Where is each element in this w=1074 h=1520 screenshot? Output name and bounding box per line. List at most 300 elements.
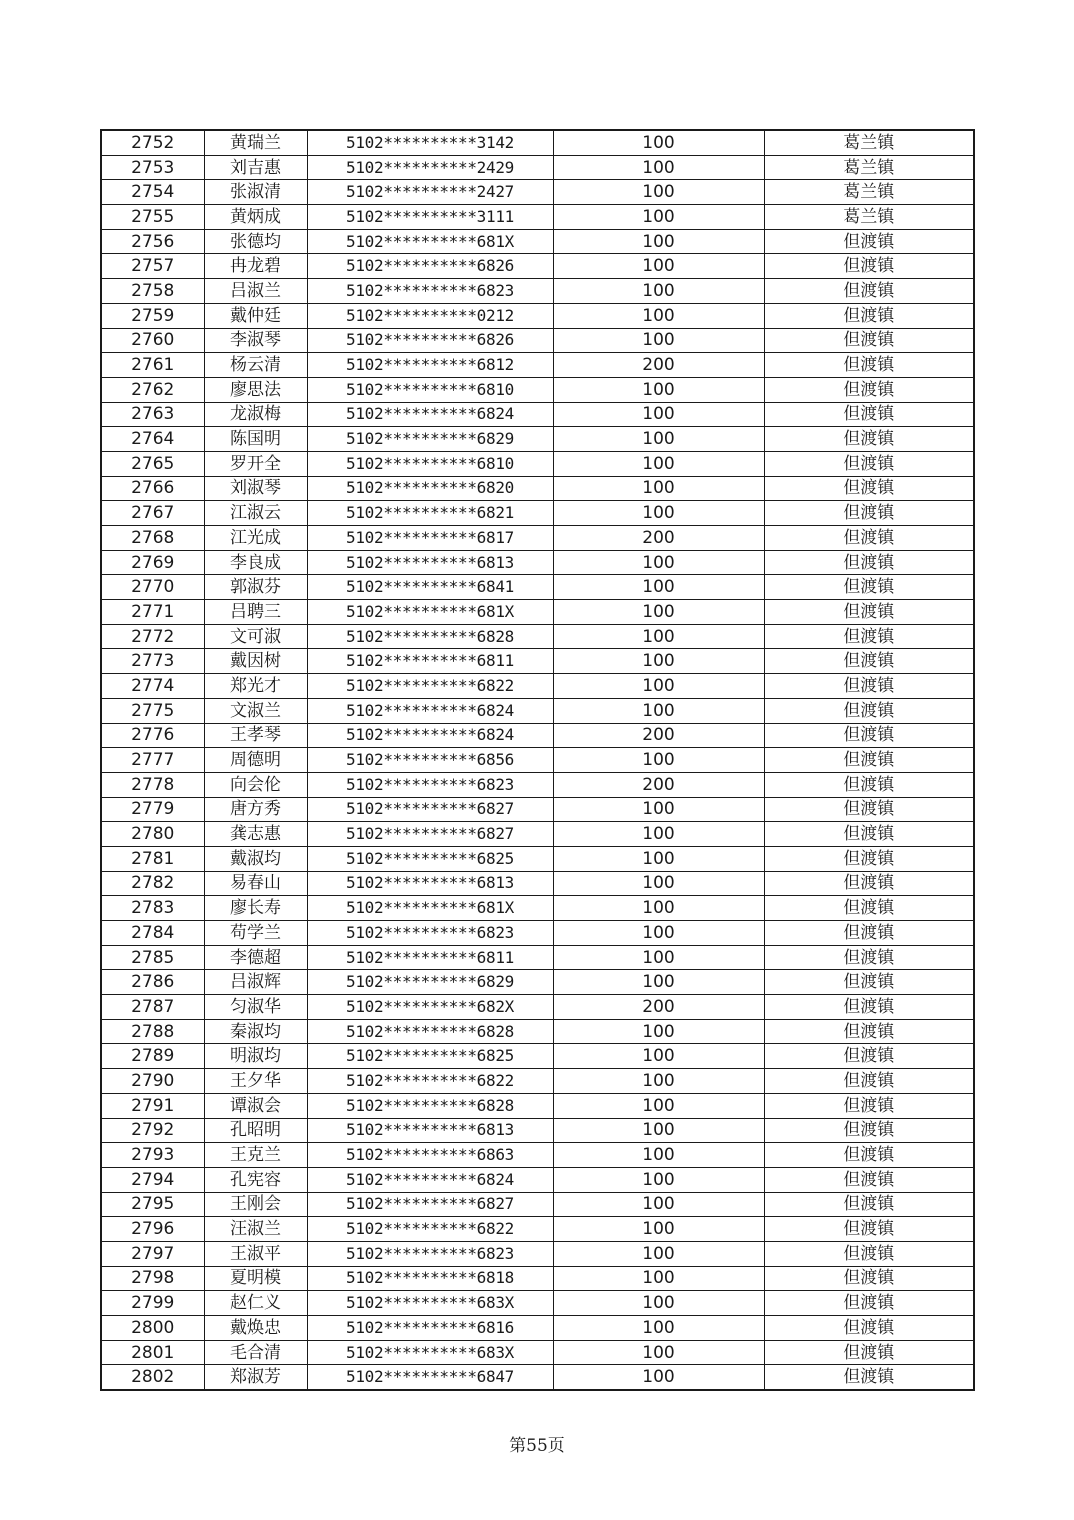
id-number-cell: 5102**********6828 <box>307 1093 553 1118</box>
table-row <box>101 303 974 328</box>
id-number-cell: 5102**********6820 <box>307 476 553 501</box>
id-number-cell: 5102**********3142 <box>307 130 553 155</box>
serial-cell: 2797 <box>101 1241 204 1266</box>
name-cell: 王刚会 <box>204 1192 307 1217</box>
id-number-cell: 5102**********682X <box>307 995 553 1020</box>
town-cell: 但渡镇 <box>764 649 974 674</box>
town-cell: 但渡镇 <box>764 575 974 600</box>
table-row <box>101 748 974 773</box>
amount-cell: 100 <box>553 797 764 822</box>
name-cell: 戴仲廷 <box>204 303 307 328</box>
serial-cell: 2785 <box>101 945 204 970</box>
table-row <box>101 772 974 797</box>
table-row <box>101 476 974 501</box>
id-number-cell: 5102**********6829 <box>307 427 553 452</box>
town-cell: 但渡镇 <box>764 1118 974 1143</box>
amount-cell: 100 <box>553 1143 764 1168</box>
town-cell: 但渡镇 <box>764 674 974 699</box>
serial-cell: 2773 <box>101 649 204 674</box>
amount-cell: 100 <box>553 451 764 476</box>
serial-cell: 2794 <box>101 1167 204 1192</box>
name-cell: 郑淑芳 <box>204 1365 307 1390</box>
town-cell: 但渡镇 <box>764 1217 974 1242</box>
name-cell: 秦淑均 <box>204 1019 307 1044</box>
amount-cell: 100 <box>553 846 764 871</box>
amount-cell: 100 <box>553 1192 764 1217</box>
amount-cell: 100 <box>553 155 764 180</box>
town-cell: 但渡镇 <box>764 846 974 871</box>
town-cell: 但渡镇 <box>764 1365 974 1390</box>
amount-cell: 100 <box>553 624 764 649</box>
table-row <box>101 921 974 946</box>
table-row <box>101 402 974 427</box>
name-cell: 谭淑会 <box>204 1093 307 1118</box>
serial-cell: 2770 <box>101 575 204 600</box>
id-number-cell: 5102**********6824 <box>307 698 553 723</box>
id-number-cell: 5102**********6812 <box>307 353 553 378</box>
table-row <box>101 1316 974 1341</box>
town-cell: 但渡镇 <box>764 1340 974 1365</box>
name-cell: 冉龙碧 <box>204 254 307 279</box>
serial-cell: 2763 <box>101 402 204 427</box>
amount-cell: 100 <box>553 205 764 230</box>
name-cell: 李淑琴 <box>204 328 307 353</box>
name-cell: 戴因树 <box>204 649 307 674</box>
town-cell: 但渡镇 <box>764 254 974 279</box>
table-row <box>101 1340 974 1365</box>
name-cell: 王孝琴 <box>204 723 307 748</box>
serial-cell: 2802 <box>101 1365 204 1390</box>
id-number-cell: 5102**********6816 <box>307 1316 553 1341</box>
id-number-cell: 5102**********683X <box>307 1340 553 1365</box>
amount-cell: 100 <box>553 896 764 921</box>
table-row <box>101 1143 974 1168</box>
name-cell: 李良成 <box>204 550 307 575</box>
id-number-cell: 5102**********6824 <box>307 1167 553 1192</box>
town-cell: 但渡镇 <box>764 921 974 946</box>
table-row <box>101 674 974 699</box>
table-row <box>101 279 974 304</box>
town-cell: 但渡镇 <box>764 402 974 427</box>
name-cell: 戴淑均 <box>204 846 307 871</box>
amount-cell: 100 <box>553 748 764 773</box>
id-number-cell: 5102**********6822 <box>307 1217 553 1242</box>
table-row <box>101 377 974 402</box>
table-row <box>101 945 974 970</box>
id-number-cell: 5102**********6841 <box>307 575 553 600</box>
name-cell: 刘吉惠 <box>204 155 307 180</box>
id-number-cell: 5102**********6822 <box>307 674 553 699</box>
table-row <box>101 896 974 921</box>
data-table <box>100 129 975 1391</box>
town-cell: 但渡镇 <box>764 1093 974 1118</box>
name-cell: 文可淑 <box>204 624 307 649</box>
table-row <box>101 698 974 723</box>
serial-cell: 2775 <box>101 698 204 723</box>
id-number-cell: 5102**********6823 <box>307 279 553 304</box>
town-cell: 但渡镇 <box>764 279 974 304</box>
amount-cell: 100 <box>553 822 764 847</box>
name-cell: 王淑平 <box>204 1241 307 1266</box>
id-number-cell: 5102**********6863 <box>307 1143 553 1168</box>
table-row <box>101 130 974 155</box>
town-cell: 但渡镇 <box>764 1266 974 1291</box>
town-cell: 但渡镇 <box>764 1316 974 1341</box>
id-number-cell: 5102**********6828 <box>307 1019 553 1044</box>
name-cell: 张淑清 <box>204 180 307 205</box>
serial-cell: 2765 <box>101 451 204 476</box>
table-row <box>101 526 974 551</box>
id-number-cell: 5102**********6827 <box>307 822 553 847</box>
town-cell: 葛兰镇 <box>764 180 974 205</box>
serial-cell: 2769 <box>101 550 204 575</box>
table-row <box>101 970 974 995</box>
serial-cell: 2792 <box>101 1118 204 1143</box>
amount-cell: 100 <box>553 1266 764 1291</box>
amount-cell: 100 <box>553 402 764 427</box>
town-cell: 但渡镇 <box>764 871 974 896</box>
town-cell: 但渡镇 <box>764 995 974 1020</box>
id-number-cell: 5102**********6826 <box>307 254 553 279</box>
name-cell: 郑光才 <box>204 674 307 699</box>
table-row <box>101 1365 974 1390</box>
table-row <box>101 155 974 180</box>
serial-cell: 2761 <box>101 353 204 378</box>
town-cell: 但渡镇 <box>764 822 974 847</box>
town-cell: 葛兰镇 <box>764 205 974 230</box>
name-cell: 黄瑞兰 <box>204 130 307 155</box>
name-cell: 向会伦 <box>204 772 307 797</box>
table-row <box>101 205 974 230</box>
id-number-cell: 5102**********683X <box>307 1291 553 1316</box>
serial-cell: 2783 <box>101 896 204 921</box>
table-row <box>101 451 974 476</box>
town-cell: 葛兰镇 <box>764 130 974 155</box>
id-number-cell: 5102**********6825 <box>307 846 553 871</box>
id-number-cell: 5102**********6817 <box>307 526 553 551</box>
town-cell: 但渡镇 <box>764 1143 974 1168</box>
id-number-cell: 5102**********681X <box>307 229 553 254</box>
name-cell: 匀淑华 <box>204 995 307 1020</box>
amount-cell: 100 <box>553 674 764 699</box>
town-cell: 但渡镇 <box>764 550 974 575</box>
table-row <box>101 501 974 526</box>
town-cell: 但渡镇 <box>764 1019 974 1044</box>
town-cell: 但渡镇 <box>764 945 974 970</box>
name-cell: 赵仁义 <box>204 1291 307 1316</box>
id-number-cell: 5102**********6824 <box>307 723 553 748</box>
town-cell: 但渡镇 <box>764 970 974 995</box>
name-cell: 汪淑兰 <box>204 1217 307 1242</box>
town-cell: 但渡镇 <box>764 748 974 773</box>
id-number-cell: 5102**********6821 <box>307 501 553 526</box>
serial-cell: 2796 <box>101 1217 204 1242</box>
serial-cell: 2768 <box>101 526 204 551</box>
serial-cell: 2781 <box>101 846 204 871</box>
amount-cell: 100 <box>553 130 764 155</box>
town-cell: 但渡镇 <box>764 501 974 526</box>
id-number-cell: 5102**********6823 <box>307 1241 553 1266</box>
name-cell: 李德超 <box>204 945 307 970</box>
amount-cell: 200 <box>553 526 764 551</box>
serial-cell: 2778 <box>101 772 204 797</box>
name-cell: 廖思法 <box>204 377 307 402</box>
amount-cell: 100 <box>553 1291 764 1316</box>
serial-cell: 2758 <box>101 279 204 304</box>
amount-cell: 100 <box>553 1365 764 1390</box>
name-cell: 龚志惠 <box>204 822 307 847</box>
page-number: 第55页 <box>509 1436 565 1456</box>
table-row <box>101 328 974 353</box>
amount-cell: 100 <box>553 600 764 625</box>
id-number-cell: 5102**********6813 <box>307 1118 553 1143</box>
table-row <box>101 427 974 452</box>
table-body <box>101 130 974 1390</box>
amount-cell: 100 <box>553 1340 764 1365</box>
id-number-cell: 5102**********6828 <box>307 624 553 649</box>
serial-cell: 2777 <box>101 748 204 773</box>
table-row <box>101 723 974 748</box>
amount-cell: 100 <box>553 427 764 452</box>
table-row <box>101 797 974 822</box>
serial-cell: 2776 <box>101 723 204 748</box>
name-cell: 刘淑琴 <box>204 476 307 501</box>
serial-cell: 2755 <box>101 205 204 230</box>
serial-cell: 2766 <box>101 476 204 501</box>
id-number-cell: 5102**********6826 <box>307 328 553 353</box>
table-row <box>101 624 974 649</box>
town-cell: 但渡镇 <box>764 1069 974 1094</box>
amount-cell: 100 <box>553 501 764 526</box>
town-cell: 但渡镇 <box>764 377 974 402</box>
amount-cell: 100 <box>553 1118 764 1143</box>
serial-cell: 2787 <box>101 995 204 1020</box>
amount-cell: 100 <box>553 1069 764 1094</box>
town-cell: 但渡镇 <box>764 1241 974 1266</box>
town-cell: 但渡镇 <box>764 600 974 625</box>
serial-cell: 2780 <box>101 822 204 847</box>
name-cell: 陈国明 <box>204 427 307 452</box>
name-cell: 龙淑梅 <box>204 402 307 427</box>
amount-cell: 100 <box>553 921 764 946</box>
table-row <box>101 229 974 254</box>
town-cell: 但渡镇 <box>764 723 974 748</box>
name-cell: 戴焕忠 <box>204 1316 307 1341</box>
id-number-cell: 5102**********6822 <box>307 1069 553 1094</box>
id-number-cell: 5102**********6823 <box>307 921 553 946</box>
town-cell: 但渡镇 <box>764 328 974 353</box>
serial-cell: 2798 <box>101 1266 204 1291</box>
table-row <box>101 575 974 600</box>
table-row <box>101 649 974 674</box>
town-cell: 但渡镇 <box>764 353 974 378</box>
serial-cell: 2779 <box>101 797 204 822</box>
serial-cell: 2771 <box>101 600 204 625</box>
amount-cell: 200 <box>553 772 764 797</box>
name-cell: 江淑云 <box>204 501 307 526</box>
amount-cell: 100 <box>553 1217 764 1242</box>
town-cell: 但渡镇 <box>764 229 974 254</box>
table-row <box>101 1192 974 1217</box>
id-number-cell: 5102**********681X <box>307 600 553 625</box>
id-number-cell: 5102**********6823 <box>307 772 553 797</box>
town-cell: 葛兰镇 <box>764 155 974 180</box>
serial-cell: 2752 <box>101 130 204 155</box>
id-number-cell: 5102**********6827 <box>307 1192 553 1217</box>
serial-cell: 2757 <box>101 254 204 279</box>
name-cell: 王夕华 <box>204 1069 307 1094</box>
serial-cell: 2795 <box>101 1192 204 1217</box>
name-cell: 明淑均 <box>204 1044 307 1069</box>
name-cell: 吕聘三 <box>204 600 307 625</box>
name-cell: 江光成 <box>204 526 307 551</box>
serial-cell: 2793 <box>101 1143 204 1168</box>
amount-cell: 100 <box>553 698 764 723</box>
table-row <box>101 1167 974 1192</box>
amount-cell: 100 <box>553 279 764 304</box>
name-cell: 孔昭明 <box>204 1118 307 1143</box>
amount-cell: 100 <box>553 970 764 995</box>
town-cell: 但渡镇 <box>764 698 974 723</box>
serial-cell: 2789 <box>101 1044 204 1069</box>
serial-cell: 2800 <box>101 1316 204 1341</box>
town-cell: 但渡镇 <box>764 797 974 822</box>
amount-cell: 100 <box>553 945 764 970</box>
amount-cell: 100 <box>553 1241 764 1266</box>
name-cell: 易春山 <box>204 871 307 896</box>
name-cell: 吕淑辉 <box>204 970 307 995</box>
serial-cell: 2756 <box>101 229 204 254</box>
town-cell: 但渡镇 <box>764 896 974 921</box>
serial-cell: 2784 <box>101 921 204 946</box>
serial-cell: 2753 <box>101 155 204 180</box>
town-cell: 但渡镇 <box>764 624 974 649</box>
id-number-cell: 5102**********6811 <box>307 649 553 674</box>
town-cell: 但渡镇 <box>764 1044 974 1069</box>
serial-cell: 2799 <box>101 1291 204 1316</box>
table-row <box>101 1217 974 1242</box>
table-row <box>101 353 974 378</box>
table-row <box>101 1019 974 1044</box>
id-number-cell: 5102**********681X <box>307 896 553 921</box>
serial-cell: 2774 <box>101 674 204 699</box>
table-row <box>101 995 974 1020</box>
id-number-cell: 5102**********6811 <box>307 945 553 970</box>
name-cell: 吕淑兰 <box>204 279 307 304</box>
name-cell: 周德明 <box>204 748 307 773</box>
table-row <box>101 871 974 896</box>
amount-cell: 100 <box>553 871 764 896</box>
name-cell: 苟学兰 <box>204 921 307 946</box>
table-row <box>101 600 974 625</box>
name-cell: 张德均 <box>204 229 307 254</box>
table-row <box>101 254 974 279</box>
id-number-cell: 5102**********6856 <box>307 748 553 773</box>
serial-cell: 2754 <box>101 180 204 205</box>
serial-cell: 2782 <box>101 871 204 896</box>
table-row <box>101 846 974 871</box>
name-cell: 唐方秀 <box>204 797 307 822</box>
id-number-cell: 5102**********6813 <box>307 550 553 575</box>
name-cell: 郭淑芬 <box>204 575 307 600</box>
amount-cell: 100 <box>553 377 764 402</box>
name-cell: 廖长寿 <box>204 896 307 921</box>
id-number-cell: 5102**********6824 <box>307 402 553 427</box>
name-cell: 王克兰 <box>204 1143 307 1168</box>
amount-cell: 100 <box>553 1316 764 1341</box>
serial-cell: 2767 <box>101 501 204 526</box>
amount-cell: 100 <box>553 575 764 600</box>
amount-cell: 100 <box>553 550 764 575</box>
serial-cell: 2801 <box>101 1340 204 1365</box>
table-row <box>101 1266 974 1291</box>
name-cell: 文淑兰 <box>204 698 307 723</box>
amount-cell: 100 <box>553 1093 764 1118</box>
serial-cell: 2790 <box>101 1069 204 1094</box>
amount-cell: 200 <box>553 995 764 1020</box>
amount-cell: 100 <box>553 476 764 501</box>
town-cell: 但渡镇 <box>764 526 974 551</box>
name-cell: 杨云清 <box>204 353 307 378</box>
serial-cell: 2759 <box>101 303 204 328</box>
id-number-cell: 5102**********0212 <box>307 303 553 328</box>
id-number-cell: 5102**********6810 <box>307 377 553 402</box>
table-row <box>101 1093 974 1118</box>
amount-cell: 200 <box>553 723 764 748</box>
town-cell: 但渡镇 <box>764 451 974 476</box>
id-number-cell: 5102**********6813 <box>307 871 553 896</box>
amount-cell: 100 <box>553 303 764 328</box>
amount-cell: 100 <box>553 1044 764 1069</box>
serial-cell: 2762 <box>101 377 204 402</box>
id-number-cell: 5102**********6829 <box>307 970 553 995</box>
amount-cell: 100 <box>553 1019 764 1044</box>
id-number-cell: 5102**********6810 <box>307 451 553 476</box>
town-cell: 但渡镇 <box>764 476 974 501</box>
amount-cell: 100 <box>553 229 764 254</box>
table-row <box>101 1044 974 1069</box>
town-cell: 但渡镇 <box>764 1192 974 1217</box>
amount-cell: 100 <box>553 649 764 674</box>
amount-cell: 100 <box>553 1167 764 1192</box>
town-cell: 但渡镇 <box>764 303 974 328</box>
amount-cell: 100 <box>553 328 764 353</box>
table-row <box>101 180 974 205</box>
serial-cell: 2791 <box>101 1093 204 1118</box>
serial-cell: 2786 <box>101 970 204 995</box>
id-number-cell: 5102**********6847 <box>307 1365 553 1390</box>
town-cell: 但渡镇 <box>764 1291 974 1316</box>
table-row <box>101 1241 974 1266</box>
id-number-cell: 5102**********2427 <box>307 180 553 205</box>
amount-cell: 100 <box>553 254 764 279</box>
name-cell: 孔宪容 <box>204 1167 307 1192</box>
serial-cell: 2760 <box>101 328 204 353</box>
id-number-cell: 5102**********6827 <box>307 797 553 822</box>
id-number-cell: 5102**********3111 <box>307 205 553 230</box>
table-row <box>101 822 974 847</box>
serial-cell: 2772 <box>101 624 204 649</box>
name-cell: 黄炳成 <box>204 205 307 230</box>
name-cell: 夏明模 <box>204 1266 307 1291</box>
name-cell: 罗开全 <box>204 451 307 476</box>
serial-cell: 2764 <box>101 427 204 452</box>
town-cell: 但渡镇 <box>764 427 974 452</box>
serial-cell: 2788 <box>101 1019 204 1044</box>
table-row <box>101 1069 974 1094</box>
town-cell: 但渡镇 <box>764 1167 974 1192</box>
id-number-cell: 5102**********6818 <box>307 1266 553 1291</box>
